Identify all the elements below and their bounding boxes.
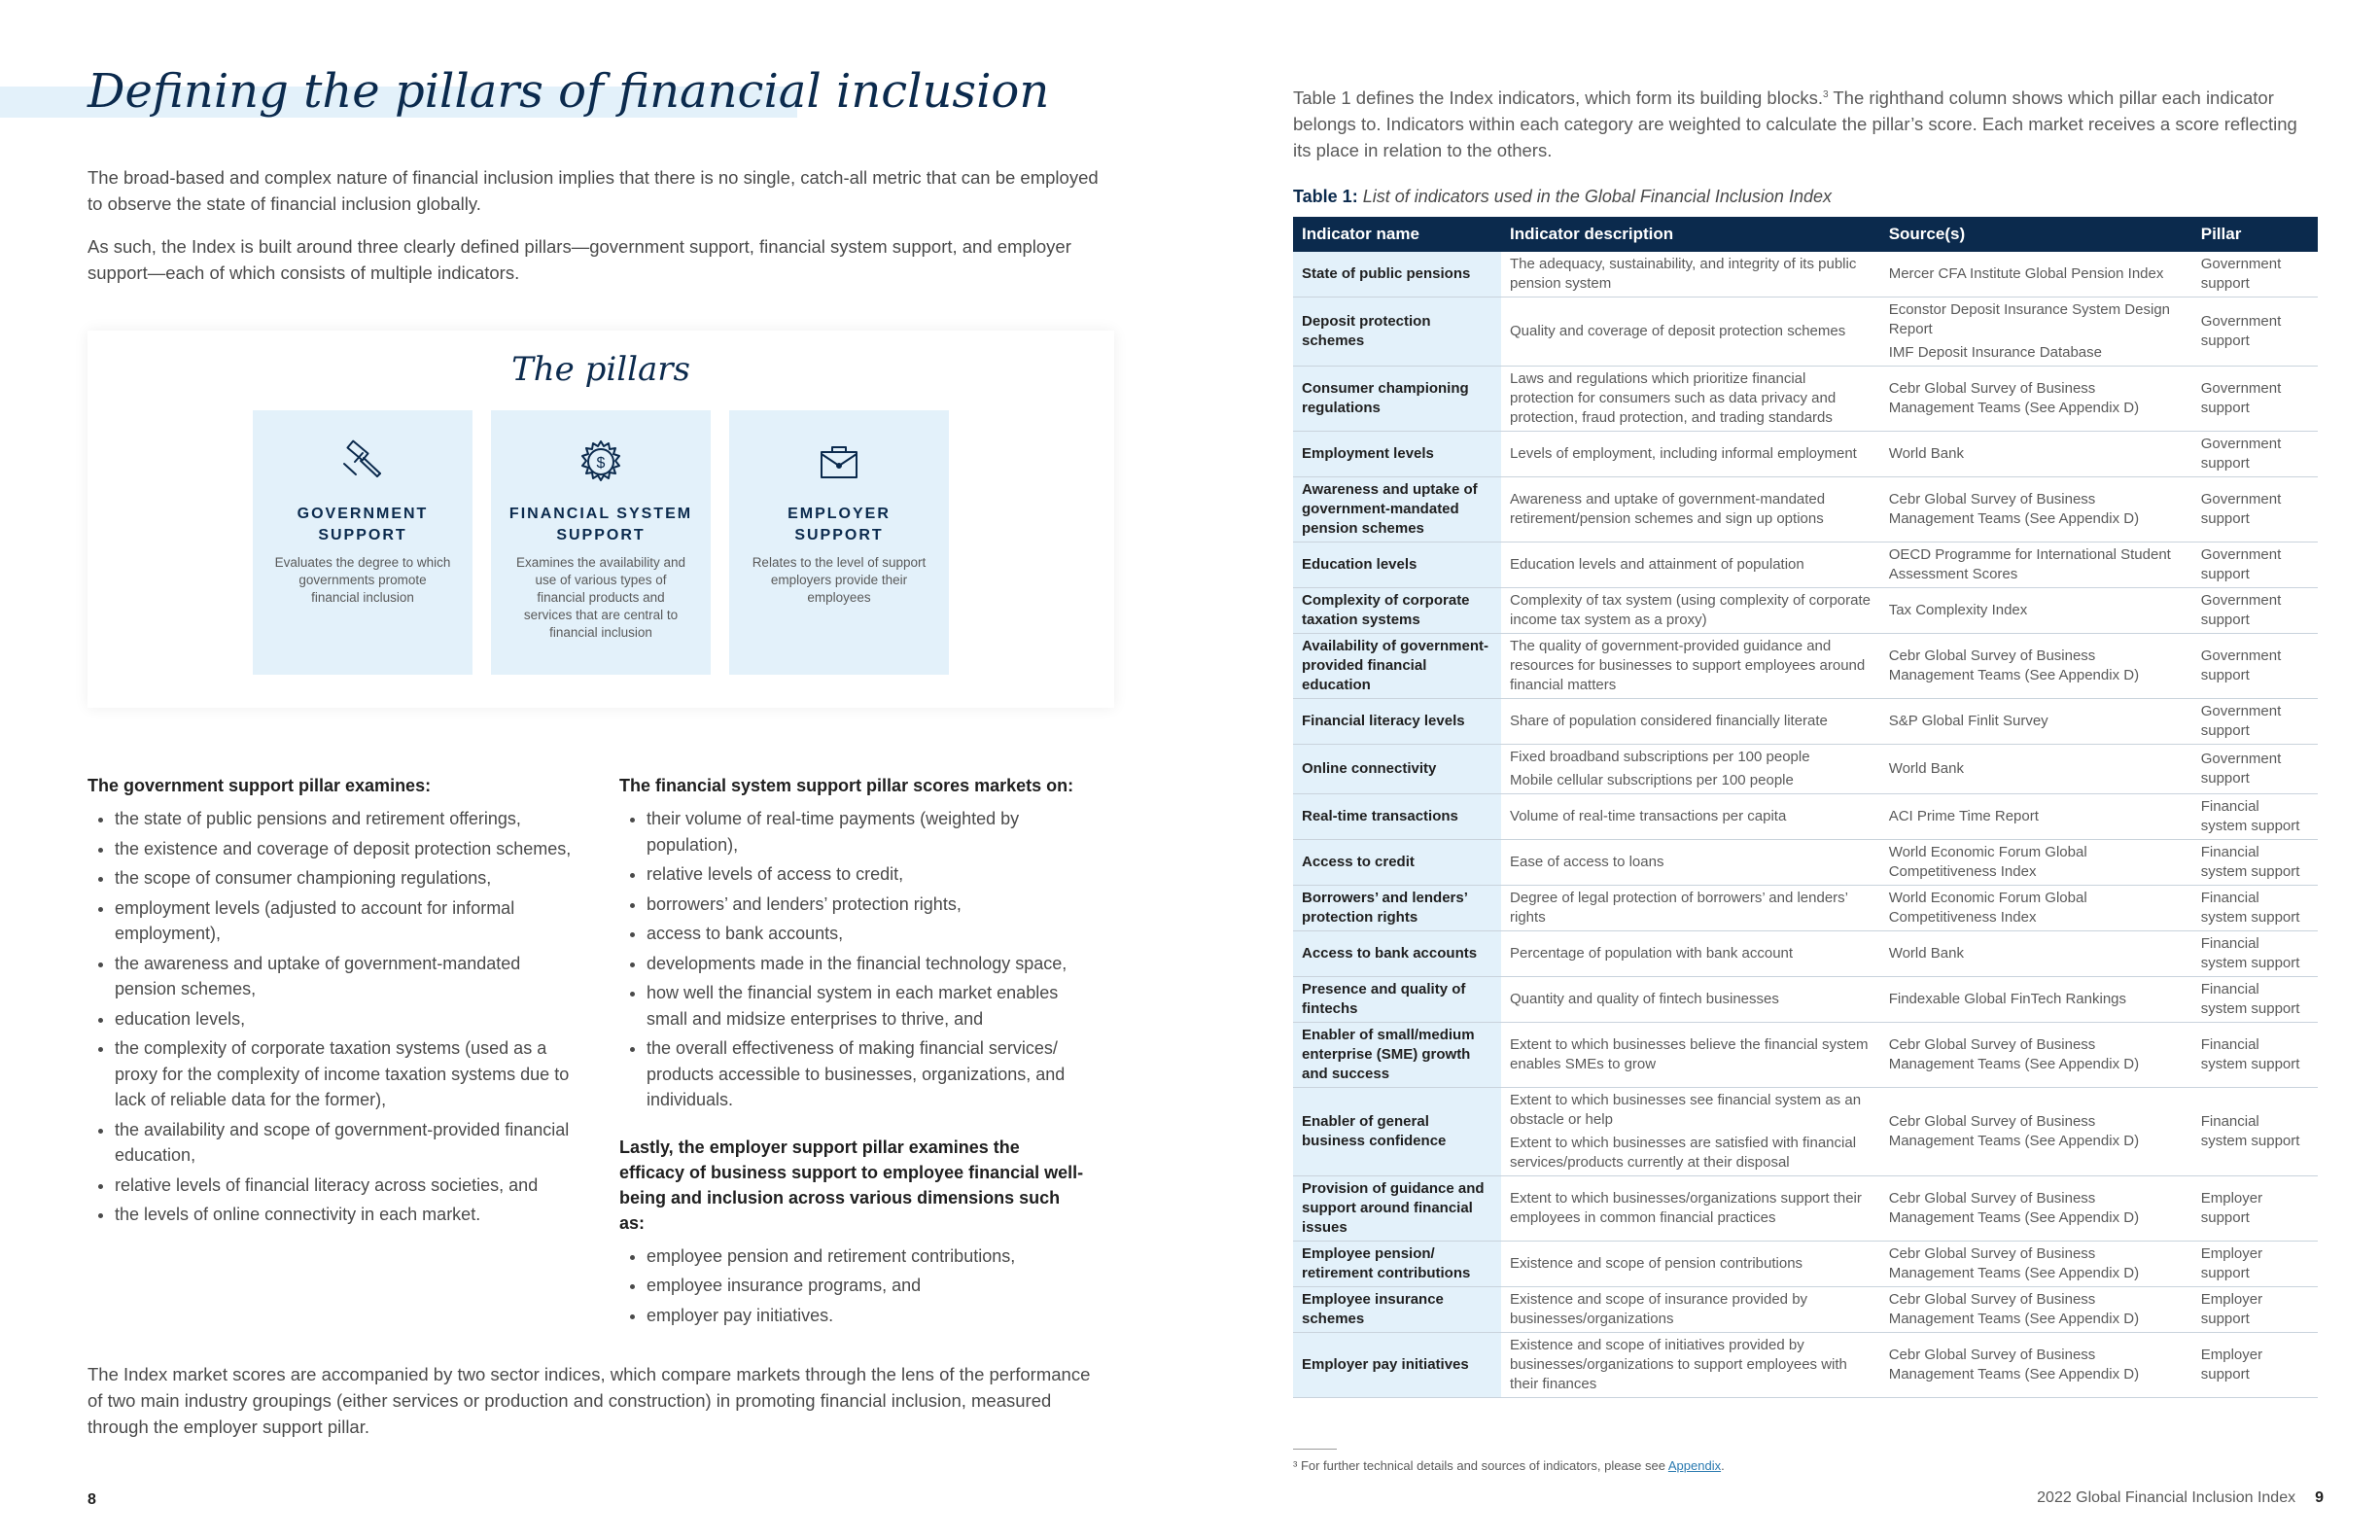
page-footer — [2037, 1489, 2324, 1507]
footnote-end: . — [1721, 1458, 1725, 1473]
description-line: Quality and coverage of deposit protection schemes — [1510, 323, 1846, 339]
pillar-government-title — [261, 504, 465, 546]
indicator-name-cell: Real-time transactions — [1293, 794, 1501, 840]
table-caption — [1293, 187, 1832, 207]
table-row — [1293, 977, 2318, 1023]
pillar-financial-system — [491, 410, 711, 675]
pillar-cell: Government support — [2192, 745, 2318, 794]
list-item: • relative levels of access to credit, — [647, 861, 1086, 888]
intro-paragraph-1: The broad-based and complex nature of financial inclusion implies that there is no single, catch-all metric that can be employed to observe the state of financial inclusion globally. — [88, 167, 1099, 214]
pillar-cell: Government support — [2192, 634, 2318, 699]
column-header-indicator-name: Indicator name — [1293, 217, 1501, 252]
source-cell — [1880, 367, 2192, 432]
indicator-name-cell: Provision of guidance and support around financial issues — [1293, 1176, 1501, 1242]
indicator-name-cell: Consumer championing regulations — [1293, 367, 1501, 432]
government-pillar-section — [88, 773, 583, 1232]
source-line: World Bank — [1888, 760, 1964, 777]
table-row — [1293, 1287, 2318, 1333]
description-line: Extent to which businesses/organizations support their employees in common financial practices — [1510, 1190, 1862, 1226]
dollar-coin-icon — [577, 438, 625, 486]
appendix-link[interactable]: Appendix — [1667, 1458, 1722, 1473]
source-line: World Economic Forum Global Competitiveness Index — [1888, 844, 2087, 880]
source-cell — [1880, 1242, 2192, 1287]
table-row — [1293, 477, 2318, 542]
description-line: Education levels and attainment of population — [1510, 556, 1804, 573]
indicator-name-cell: Access to credit — [1293, 840, 1501, 886]
pillar-cell: Government support — [2192, 542, 2318, 588]
pillar-cell: Employer support — [2192, 1176, 2318, 1242]
source-cell — [1880, 634, 2192, 699]
indicator-description-cell — [1501, 298, 1880, 367]
list-item: • employee pension and retirement contributions, — [647, 1243, 1086, 1270]
list-item: • their volume of real-time payments (weighted by population), — [647, 806, 1086, 858]
source-line: OECD Programme for International Student Assessment Scores — [1888, 546, 2171, 582]
indicator-description-cell — [1501, 886, 1880, 931]
financial-system-pillar-list — [619, 806, 1086, 1113]
source-cell — [1880, 699, 2192, 745]
description-line: Percentage of population with bank account — [1510, 945, 1794, 962]
indicator-description-cell — [1501, 432, 1880, 477]
source-line: Cebr Global Survey of Business Management Teams (See Appendix D) — [1888, 380, 2140, 416]
indicator-name-cell: Presence and quality of fintechs — [1293, 977, 1501, 1023]
description-line: Levels of employment, including informal employment — [1510, 445, 1857, 462]
indicator-description-cell — [1501, 794, 1880, 840]
table-row — [1293, 1088, 2318, 1176]
page-title: Defining the pillars of financial inclusion — [88, 64, 1050, 119]
pillar-cell: Financial system support — [2192, 1088, 2318, 1176]
source-line: Cebr Global Survey of Business Management Teams (See Appendix D) — [1888, 1347, 2140, 1382]
table-row — [1293, 1176, 2318, 1242]
list-item: • employer pay initiatives. — [647, 1303, 1086, 1329]
pillar-cell: Employer support — [2192, 1333, 2318, 1398]
source-line: Tax Complexity Index — [1888, 602, 2028, 618]
source-cell — [1880, 252, 2192, 298]
pillar-cell: Government support — [2192, 477, 2318, 542]
employer-pillar-list — [619, 1243, 1086, 1329]
pillar-cell: Government support — [2192, 367, 2318, 432]
table-row — [1293, 794, 2318, 840]
pillar-cell: Financial system support — [2192, 840, 2318, 886]
indicator-name-cell: Employment levels — [1293, 432, 1501, 477]
table-row — [1293, 1333, 2318, 1398]
indicator-name-cell: Financial literacy levels — [1293, 699, 1501, 745]
table-row — [1293, 542, 2318, 588]
list-item: • the awareness and uptake of government-mandated pension schemes, — [115, 951, 583, 1002]
pillar-financial-system-description: Examines the availability and use of various types of financial products and services that are central to financial inclusion — [515, 555, 686, 640]
pillar-cell: Financial system support — [2192, 1023, 2318, 1088]
indicator-name-cell: State of public pensions — [1293, 252, 1501, 298]
source-line: World Bank — [1888, 445, 1964, 462]
description-line: Quantity and quality of fintech businesses — [1510, 991, 1779, 1007]
description-line: Complexity of tax system (using complexity of corporate income tax system as a proxy) — [1510, 592, 1871, 628]
source-line: Cebr Global Survey of Business Management Teams (See Appendix D) — [1888, 1291, 2140, 1327]
source-cell — [1880, 840, 2192, 886]
pillar-title-line1: FINANCIAL SYSTEM — [508, 506, 693, 522]
source-line: Cebr Global Survey of Business Management Teams (See Appendix D) — [1888, 491, 2140, 527]
column-header-pillar: Pillar — [2192, 217, 2318, 252]
indicators-table-body — [1293, 252, 2318, 1398]
footnote-text: ³ For further technical details and sources of indicators, please see — [1293, 1458, 1668, 1473]
list-item: • education levels, — [115, 1006, 583, 1032]
description-line: Extent to which businesses are satisfied with financial services/products currently at their disposal — [1510, 1135, 1857, 1171]
description-line: Laws and regulations which prioritize financial protection for consumers such as data privacy and protection, fraud protection, and trading standards — [1510, 370, 1837, 426]
svg-text:$: $ — [596, 455, 606, 472]
source-cell — [1880, 1176, 2192, 1242]
indicator-description-cell — [1501, 542, 1880, 588]
footnote — [1293, 1458, 1725, 1473]
indicator-name-cell: Availability of government-provided financial education — [1293, 634, 1501, 699]
intro-text-1: Table 1 defines the Index indicators, which form its building blocks. — [1293, 88, 1824, 109]
indicator-description-cell — [1501, 1287, 1880, 1333]
source-line: Econstor Deposit Insurance System Design Report — [1888, 301, 2171, 337]
pillar-cell: Government support — [2192, 432, 2318, 477]
list-item: • employee insurance programs, and — [647, 1273, 1086, 1299]
description-line: Volume of real-time transactions per capita — [1510, 808, 1787, 824]
list-item: • how well the financial system in each market enables small and midsize enterprises to thrive, and — [647, 980, 1086, 1032]
source-line: Cebr Global Survey of Business Management Teams (See Appendix D) — [1888, 1245, 2140, 1281]
pillars-card — [88, 331, 1114, 708]
gavel-icon — [338, 438, 387, 486]
pillar-title-line1: GOVERNMENT — [297, 506, 429, 522]
table-row — [1293, 367, 2318, 432]
indicator-description-cell — [1501, 745, 1880, 794]
footer-title: 2022 Global Financial Inclusion Index — [2037, 1489, 2296, 1506]
pillar-cell: Financial system support — [2192, 931, 2318, 977]
description-line: Share of population considered financially literate — [1510, 713, 1828, 729]
table-row — [1293, 699, 2318, 745]
government-pillar-heading: The government support pillar examines: — [88, 776, 432, 795]
pillar-cell: Government support — [2192, 699, 2318, 745]
description-line: Extent to which businesses see financial system as an obstacle or help — [1510, 1092, 1862, 1128]
pillar-cell: Government support — [2192, 588, 2318, 634]
indicator-description-cell — [1501, 840, 1880, 886]
source-cell — [1880, 542, 2192, 588]
indicator-description-cell — [1501, 977, 1880, 1023]
list-item: • the availability and scope of government-provided financial education, — [115, 1117, 583, 1169]
pillar-cell: Employer support — [2192, 1287, 2318, 1333]
description-line: Existence and scope of pension contributions — [1510, 1255, 1803, 1272]
source-line: World Economic Forum Global Competitiveness Index — [1888, 890, 2087, 926]
table-row — [1293, 252, 2318, 298]
indicator-name-cell: Enabler of general business confidence — [1293, 1088, 1501, 1176]
indicator-name-cell: Borrowers’ and lenders’ protection rights — [1293, 886, 1501, 931]
source-line: Cebr Global Survey of Business Management Teams (See Appendix D) — [1888, 1190, 2140, 1226]
employer-pillar-heading: Lastly, the employer support pillar examines the efficacy of business support to employee financial well-being and inclusion across various dimensions such as: — [619, 1137, 1084, 1233]
table-row — [1293, 298, 2318, 367]
list-item: • the state of public pensions and retirement offerings, — [115, 806, 583, 832]
pillar-cell: Government support — [2192, 298, 2318, 367]
description-line: Awareness and uptake of government-mandated retirement/pension schemes and sign up options — [1510, 491, 1826, 527]
intro-text-2: The righthand column shows which pillar each indicator belongs to. Indicators within each category are weighted to calculate the pillar’s score. Each market receives a score reflecting its place in relation to the others. — [1293, 88, 2297, 161]
source-line: IMF Deposit Insurance Database — [1888, 344, 2102, 361]
source-line: ACI Prime Time Report — [1888, 808, 2039, 824]
indicator-description-cell — [1501, 1088, 1880, 1176]
table-row — [1293, 432, 2318, 477]
pillar-title-line2: SUPPORT — [794, 527, 884, 543]
description-line: Existence and scope of insurance provided by businesses/organizations — [1510, 1291, 1808, 1327]
pillar-cell: Financial system support — [2192, 794, 2318, 840]
pillar-cell: Financial system support — [2192, 977, 2318, 1023]
indicator-description-cell — [1501, 1242, 1880, 1287]
source-line: Findexable Global FinTech Rankings — [1888, 991, 2127, 1007]
description-line: The adequacy, sustainability, and integrity of its public pension system — [1510, 256, 1857, 292]
page-number-right: 9 — [2315, 1489, 2324, 1506]
pillar-cell: Government support — [2192, 252, 2318, 298]
indicator-name-cell: Employer pay initiatives — [1293, 1333, 1501, 1398]
indicator-description-cell — [1501, 588, 1880, 634]
pillar-employer — [729, 410, 949, 675]
indicator-name-cell: Employee insurance schemes — [1293, 1287, 1501, 1333]
column-header-indicator-description: Indicator description — [1501, 217, 1880, 252]
table-row — [1293, 1242, 2318, 1287]
financial-system-pillar-heading: The financial system support pillar scores markets on: — [619, 776, 1074, 795]
description-line: Fixed broadband subscriptions per 100 people — [1510, 749, 1810, 765]
table-row — [1293, 588, 2318, 634]
indicator-description-cell — [1501, 634, 1880, 699]
description-line: Ease of access to loans — [1510, 854, 1664, 870]
source-cell — [1880, 432, 2192, 477]
table-caption-text: List of indicators used in the Global Financial Inclusion Index — [1362, 187, 1832, 206]
pillar-title-line1: EMPLOYER — [788, 506, 891, 522]
table-row — [1293, 1023, 2318, 1088]
indicator-description-cell — [1501, 367, 1880, 432]
indicator-description-cell — [1501, 1176, 1880, 1242]
indicator-name-cell: Education levels — [1293, 542, 1501, 588]
source-line: World Bank — [1888, 945, 1964, 962]
source-line: S&P Global Finlit Survey — [1888, 713, 2048, 729]
list-item: • the overall effectiveness of making financial services/ products accessible to businesses, organizations, and individuals. — [647, 1035, 1086, 1113]
list-item: • the levels of online connectivity in each market. — [115, 1202, 583, 1228]
source-cell — [1880, 1333, 2192, 1398]
source-cell — [1880, 477, 2192, 542]
source-cell — [1880, 794, 2192, 840]
indicator-name-cell: Enabler of small/medium enterprise (SME) growth and success — [1293, 1023, 1501, 1088]
pillar-cell: Employer support — [2192, 1242, 2318, 1287]
pillar-government-description: Evaluates the degree to which governments promote financial inclusion — [274, 555, 451, 605]
pillar-employer-title — [737, 504, 941, 546]
pillars-heading: The pillars — [511, 350, 690, 389]
pillar-government — [253, 410, 472, 675]
indicator-name-cell: Employee pension/ retirement contributions — [1293, 1242, 1501, 1287]
indicator-description-cell — [1501, 252, 1880, 298]
table-header-row — [1293, 217, 2318, 252]
list-item: • the complexity of corporate taxation systems (used as a proxy for the complexity of income taxation systems due to lack of reliable data for the former), — [115, 1035, 583, 1113]
indicator-description-cell — [1501, 1023, 1880, 1088]
government-pillar-list — [88, 806, 583, 1228]
pillar-financial-system-title — [499, 504, 703, 546]
table-caption-label: Table 1: — [1293, 187, 1358, 206]
indicator-name-cell: Complexity of corporate taxation systems — [1293, 588, 1501, 634]
source-line: Mercer CFA Institute Global Pension Index — [1888, 265, 2164, 282]
source-cell — [1880, 1088, 2192, 1176]
pillar-title-line2: SUPPORT — [556, 527, 646, 543]
source-cell — [1880, 1287, 2192, 1333]
table-intro-paragraph — [1293, 82, 2304, 163]
intro-paragraph-2: As such, the Index is built around three clearly defined pillars—government support, financial system support, and employer support—each of which consists of multiple indicators. — [88, 236, 1071, 283]
briefcase-icon — [815, 438, 863, 486]
indicator-name-cell: Access to bank accounts — [1293, 931, 1501, 977]
list-item: • the existence and coverage of deposit protection schemes, — [115, 836, 583, 862]
pillar-cell: Financial system support — [2192, 886, 2318, 931]
indicator-description-cell — [1501, 931, 1880, 977]
footnote-divider — [1293, 1449, 1337, 1450]
list-item: • access to bank accounts, — [647, 921, 1086, 947]
list-item: • relative levels of financial literacy across societies, and — [115, 1172, 583, 1199]
source-line: Cebr Global Survey of Business Management Teams (See Appendix D) — [1888, 648, 2140, 683]
source-cell — [1880, 886, 2192, 931]
source-cell — [1880, 588, 2192, 634]
table-row — [1293, 886, 2318, 931]
list-item: • the scope of consumer championing regulations, — [115, 865, 583, 892]
right-page — [1190, 0, 2380, 1540]
indicator-description-cell — [1501, 477, 1880, 542]
description-line: Existence and scope of initiatives provided by businesses/organizations to support employees with their finances — [1510, 1337, 1847, 1392]
list-item: • developments made in the financial technology space, — [647, 951, 1086, 977]
indicator-description-cell — [1501, 1333, 1880, 1398]
source-line: Cebr Global Survey of Business Management Teams (See Appendix D) — [1888, 1113, 2140, 1149]
page-number-left: 8 — [88, 1491, 96, 1508]
table-row — [1293, 931, 2318, 977]
source-cell — [1880, 1023, 2192, 1088]
source-cell — [1880, 298, 2192, 367]
financial-system-pillar-section — [619, 773, 1086, 1332]
table-row — [1293, 840, 2318, 886]
description-line: Extent to which businesses believe the financial system enables SMEs to grow — [1510, 1036, 1869, 1072]
description-line: Mobile cellular subscriptions per 100 people — [1510, 772, 1794, 788]
source-cell — [1880, 931, 2192, 977]
indicator-name-cell: Deposit protection schemes — [1293, 298, 1501, 367]
column-header-sources: Source(s) — [1880, 217, 2192, 252]
table-row — [1293, 745, 2318, 794]
source-line: Cebr Global Survey of Business Management Teams (See Appendix D) — [1888, 1036, 2140, 1072]
indicator-name-cell: Online connectivity — [1293, 745, 1501, 794]
pillar-employer-description: Relates to the level of support employers provide their employees — [752, 555, 927, 605]
pillar-title-line2: SUPPORT — [318, 527, 407, 543]
source-cell — [1880, 745, 2192, 794]
footnote-reference[interactable]: 3 — [1823, 89, 1829, 100]
list-item: • employment levels (adjusted to account for informal employment), — [115, 895, 583, 947]
table-row — [1293, 634, 2318, 699]
indicators-table — [1293, 217, 2318, 1398]
list-item: • borrowers’ and lenders’ protection rights, — [647, 892, 1086, 918]
sector-indices-paragraph: The Index market scores are accompanied by two sector indices, which compare markets through the lens of the performance of two main industry groupings (either services or production and construction) in promoting financial inclusion, measured through the employer support pillar. — [88, 1364, 1091, 1437]
indicator-name-cell: Awareness and uptake of government-mandated pension schemes — [1293, 477, 1501, 542]
source-cell — [1880, 977, 2192, 1023]
description-line: Degree of legal protection of borrowers’ and lenders’ rights — [1510, 890, 1848, 926]
indicator-description-cell — [1501, 699, 1880, 745]
description-line: The quality of government-provided guidance and resources for businesses to support employees around financial matters — [1510, 638, 1866, 693]
